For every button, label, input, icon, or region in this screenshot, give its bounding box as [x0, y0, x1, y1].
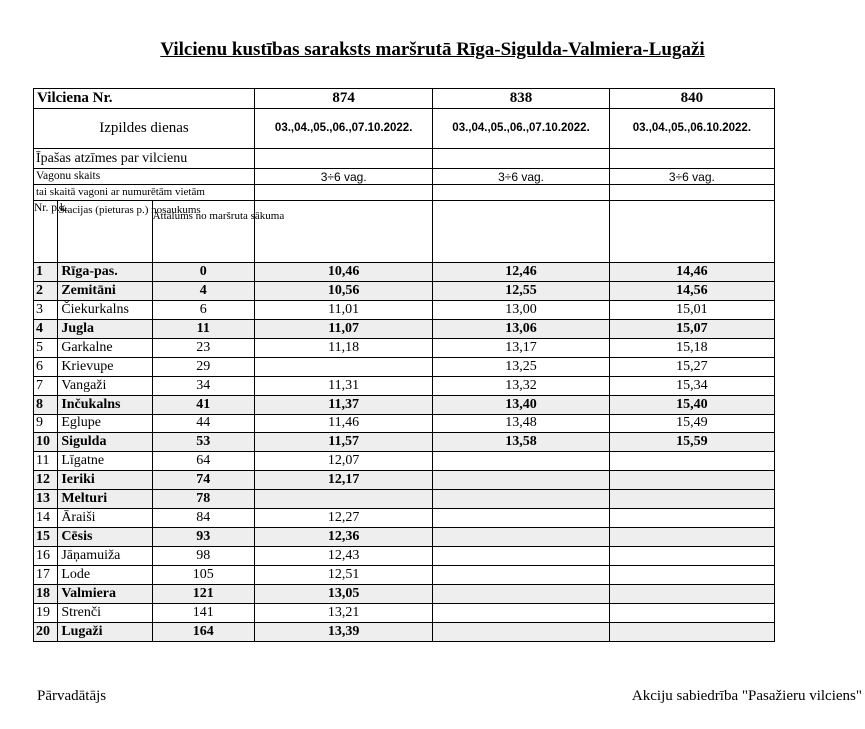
column-header-row: [34, 201, 775, 263]
station-distance: 64: [152, 452, 254, 471]
station-distance: 93: [152, 528, 254, 547]
station-row: [34, 319, 775, 338]
time-840: 15,59: [609, 433, 774, 452]
time-840: 15,27: [609, 357, 774, 376]
station-name: Valmiera: [58, 584, 152, 603]
station-number: 7: [34, 376, 58, 395]
time-838: [433, 471, 609, 490]
station-name: Jugla: [58, 319, 152, 338]
time-874: [254, 357, 432, 376]
station-number: 12: [34, 471, 58, 490]
station-row: [34, 471, 775, 490]
station-name: Āraiši: [58, 509, 152, 528]
time-838: 13,48: [433, 414, 609, 433]
operating-days-label: Izpildes dienas: [34, 109, 255, 149]
station-name: Cēsis: [58, 528, 152, 547]
time-838: 13,25: [433, 357, 609, 376]
station-row: [34, 547, 775, 566]
train-number-row: [34, 89, 775, 109]
station-row: [34, 566, 775, 585]
time-840: 15,07: [609, 319, 774, 338]
operating-days-row: [34, 109, 775, 149]
station-distance: 4: [152, 281, 254, 300]
station-distance: 84: [152, 509, 254, 528]
station-name: Inčukalns: [58, 395, 152, 414]
station-distance: 78: [152, 490, 254, 509]
time-838: [433, 490, 609, 509]
station-number: 13: [34, 490, 58, 509]
special-notes-874: [254, 149, 432, 169]
station-row: [34, 622, 775, 641]
numbered-seats-874: [254, 185, 432, 201]
time-840: [609, 566, 774, 585]
time-838: 13,00: [433, 300, 609, 319]
time-838: 13,32: [433, 376, 609, 395]
time-840: 15,49: [609, 414, 774, 433]
station-row: [34, 338, 775, 357]
station-row: [34, 509, 775, 528]
time-838: [433, 547, 609, 566]
footer-company-name: Akciju sabiedrība "Pasažieru vilciens": [631, 688, 862, 704]
station-name: Vangaži: [58, 376, 152, 395]
special-notes-row: [34, 149, 775, 169]
station-number: 18: [34, 584, 58, 603]
station-name: Strenči: [58, 603, 152, 622]
station-number: 17: [34, 566, 58, 585]
station-row: [34, 395, 775, 414]
special-notes-840: [609, 149, 774, 169]
operating-days-840: 03.,04.,05.,06.10.2022.: [609, 109, 774, 149]
time-838: [433, 452, 609, 471]
time-874: 12,07: [254, 452, 432, 471]
time-874: 10,56: [254, 281, 432, 300]
time-840: [609, 490, 774, 509]
station-distance: 44: [152, 414, 254, 433]
time-840: 15,01: [609, 300, 774, 319]
train-number-838: 838: [433, 89, 609, 109]
train-number-874: 874: [254, 89, 432, 109]
time-874: 12,51: [254, 566, 432, 585]
time-840: [609, 528, 774, 547]
station-distance: 53: [152, 433, 254, 452]
station-distance: 74: [152, 471, 254, 490]
station-number: 3: [34, 300, 58, 319]
time-874: 12,27: [254, 509, 432, 528]
time-874: 12,36: [254, 528, 432, 547]
time-838: [433, 603, 609, 622]
special-notes-label: Īpašas atzīmes par vilcienu: [34, 149, 255, 169]
time-838: [433, 528, 609, 547]
station-distance: 34: [152, 376, 254, 395]
col-header-number: Nr. p.k.: [34, 201, 58, 263]
time-874: 13,39: [254, 622, 432, 641]
station-row: [34, 490, 775, 509]
time-838: [433, 584, 609, 603]
station-row: [34, 357, 775, 376]
time-874: 11,18: [254, 338, 432, 357]
station-distance: 29: [152, 357, 254, 376]
station-distance: 23: [152, 338, 254, 357]
numbered-seats-label: tai skaitā vagoni ar numurētām vietām: [34, 185, 255, 201]
time-874: 11,07: [254, 319, 432, 338]
station-name: Sigulda: [58, 433, 152, 452]
col-header-840: [609, 201, 774, 263]
time-838: 13,17: [433, 338, 609, 357]
time-840: [609, 622, 774, 641]
station-number: 20: [34, 622, 58, 641]
numbered-seats-838: [433, 185, 609, 201]
station-name: Zemitāni: [58, 281, 152, 300]
col-header-distance: Attālums no maršruta sākuma: [152, 201, 254, 263]
station-number: 10: [34, 433, 58, 452]
station-number: 6: [34, 357, 58, 376]
station-distance: 98: [152, 547, 254, 566]
station-number: 15: [34, 528, 58, 547]
station-name: Garkalne: [58, 338, 152, 357]
wagon-count-840: 3÷6 vag.: [609, 169, 774, 185]
time-874: 13,05: [254, 584, 432, 603]
station-row: [34, 281, 775, 300]
station-number: 5: [34, 338, 58, 357]
col-header-station: Stacijas (pieturas p.) nosaukums: [58, 201, 152, 263]
station-row: [34, 452, 775, 471]
time-838: 12,46: [433, 263, 609, 282]
numbered-seats-840: [609, 185, 774, 201]
time-838: 13,06: [433, 319, 609, 338]
station-distance: 121: [152, 584, 254, 603]
time-874: 11,37: [254, 395, 432, 414]
wagon-count-label: Vagonu skaits: [34, 169, 255, 185]
time-838: 12,55: [433, 281, 609, 300]
time-840: 15,18: [609, 338, 774, 357]
time-840: [609, 471, 774, 490]
station-row: [34, 433, 775, 452]
station-name: Melturi: [58, 490, 152, 509]
station-distance: 141: [152, 603, 254, 622]
time-838: [433, 566, 609, 585]
station-name: Rīga-pas.: [58, 263, 152, 282]
operating-days-874: 03.,04.,05.,06.,07.10.2022.: [254, 109, 432, 149]
station-number: 19: [34, 603, 58, 622]
station-name: Jāņamuiža: [58, 547, 152, 566]
station-row: [34, 376, 775, 395]
time-840: [609, 547, 774, 566]
numbered-seats-row: [34, 185, 775, 201]
station-name: Eglupe: [58, 414, 152, 433]
station-distance: 105: [152, 566, 254, 585]
time-874: 13,21: [254, 603, 432, 622]
time-840: 15,40: [609, 395, 774, 414]
time-838: 13,58: [433, 433, 609, 452]
time-874: 12,17: [254, 471, 432, 490]
station-row: [34, 263, 775, 282]
timetable: [33, 88, 775, 642]
operating-days-838: 03.,04.,05.,06.,07.10.2022.: [433, 109, 609, 149]
time-874: 11,01: [254, 300, 432, 319]
station-distance: 6: [152, 300, 254, 319]
station-distance: 41: [152, 395, 254, 414]
station-row: [34, 300, 775, 319]
time-840: [609, 509, 774, 528]
station-row: [34, 584, 775, 603]
time-874: 11,57: [254, 433, 432, 452]
station-number: 1: [34, 263, 58, 282]
station-number: 14: [34, 509, 58, 528]
col-header-838: [433, 201, 609, 263]
station-distance: 164: [152, 622, 254, 641]
train-number-840: 840: [609, 89, 774, 109]
station-name: Čiekurkalns: [58, 300, 152, 319]
station-name: Krievupe: [58, 357, 152, 376]
station-name: Lugaži: [58, 622, 152, 641]
station-distance: 11: [152, 319, 254, 338]
station-number: 2: [34, 281, 58, 300]
time-840: 14,56: [609, 281, 774, 300]
time-874: 12,43: [254, 547, 432, 566]
time-838: 13,40: [433, 395, 609, 414]
station-row: [34, 528, 775, 547]
special-notes-838: [433, 149, 609, 169]
station-row: [34, 603, 775, 622]
wagon-count-838: 3÷6 vag.: [433, 169, 609, 185]
time-840: 15,34: [609, 376, 774, 395]
station-number: 9: [34, 414, 58, 433]
wagon-count-874: 3÷6 vag.: [254, 169, 432, 185]
station-number: 11: [34, 452, 58, 471]
time-874: [254, 490, 432, 509]
station-distance: 0: [152, 263, 254, 282]
station-number: 4: [34, 319, 58, 338]
time-840: 14,46: [609, 263, 774, 282]
page-title: Vilcienu kustības saraksts maršrutā Rīga-Sigulda-Valmiera-Lugaži: [160, 39, 705, 60]
footer-carrier-label: Pārvadātājs: [37, 688, 107, 704]
station-row: [34, 414, 775, 433]
time-874: 11,31: [254, 376, 432, 395]
station-name: Lode: [58, 566, 152, 585]
train-number-label: Vilciena Nr.: [34, 89, 255, 109]
time-838: [433, 622, 609, 641]
station-name: Ieriki: [58, 471, 152, 490]
time-874: 11,46: [254, 414, 432, 433]
time-838: [433, 509, 609, 528]
station-number: 8: [34, 395, 58, 414]
time-840: [609, 584, 774, 603]
time-874: 10,46: [254, 263, 432, 282]
station-name: Līgatne: [58, 452, 152, 471]
station-number: 16: [34, 547, 58, 566]
time-840: [609, 603, 774, 622]
wagon-count-row: [34, 169, 775, 185]
time-840: [609, 452, 774, 471]
